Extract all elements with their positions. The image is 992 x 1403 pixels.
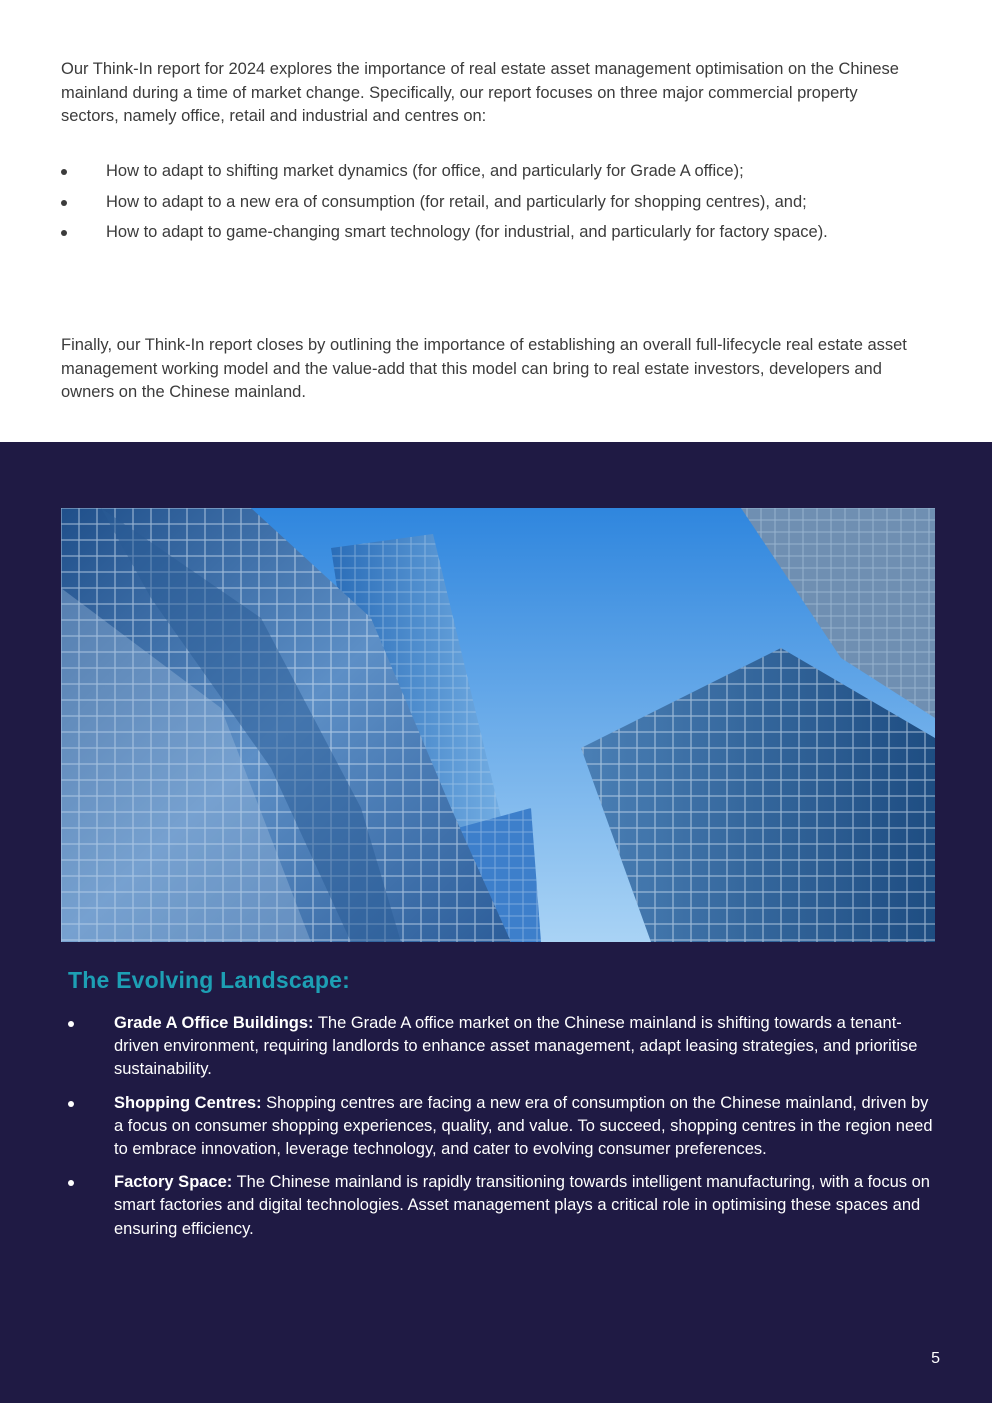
list-item — [61, 191, 941, 215]
list-item — [68, 1012, 933, 1082]
list-item — [61, 221, 941, 245]
list-item-heading: Grade A Office Buildings: — [114, 1014, 314, 1032]
list-item-text: How to adapt to game-changing smart technology (for industrial, and particularly for factory space). — [106, 223, 828, 241]
skyscraper-photo — [61, 508, 935, 942]
intro-section — [0, 0, 992, 442]
bullet-icon — [61, 230, 67, 236]
intro-bullet-list — [61, 160, 941, 252]
list-item — [68, 1171, 933, 1241]
bullet-icon — [68, 1101, 74, 1107]
list-item-text: Shopping centres are facing a new era of consumption on the Chinese mainland, driven by a focus on consumer shopping experiences, quality, and value. To succeed, shopping centres in the region need to embrace innovation, leverage technology, and cater to evolving consumer preferences. — [114, 1093, 933, 1159]
list-item-text: The Chinese mainland is rapidly transitioning towards intelligent manufacturing, with a focus on smart factories and digital technologies. Asset management plays a critical role in optimising these spaces and ensuring efficiency. — [114, 1173, 930, 1238]
list-item-text: The Grade A office market on the Chinese mainland is shifting towards a tenant-driven environment, requiring landlords to enhance asset management, adapt leasing strategies, and prioritise sustainability. — [114, 1014, 918, 1079]
bullet-icon — [68, 1180, 74, 1186]
list-item — [61, 160, 941, 184]
intro-paragraph: Our Think-In report for 2024 explores the importance of real estate asset management optimisation on the Chinese mainland during a time of market change. Specifically, our report focuses on three major commercial property sectors, namely office, retail and industrial and centres on: — [61, 60, 899, 125]
bullet-icon — [68, 1021, 74, 1027]
closing-paragraph: Finally, our Think-In report closes by outlining the importance of establishing an overall full-lifecycle real estate asset management working model and the value-add that this model can bring to real estate investors, developers and owners on the Chinese mainland. — [61, 336, 907, 401]
bullet-icon — [61, 169, 67, 175]
page-number: 5 — [931, 1350, 940, 1367]
list-item-text: How to adapt to a new era of consumption (for retail, and particularly for shopping centres), and; — [106, 192, 807, 211]
list-item-text: How to adapt to shifting market dynamics (for office, and particularly for Grade A office); — [106, 162, 744, 180]
landscape-bullet-list — [68, 1012, 933, 1251]
list-item-heading: Shopping Centres: — [114, 1093, 262, 1112]
landscape-section — [0, 442, 992, 1403]
list-item — [68, 1092, 933, 1162]
list-item-heading: Factory Space: — [114, 1173, 233, 1192]
bullet-icon — [61, 200, 67, 206]
section-title: The Evolving Landscape: — [68, 967, 350, 993]
